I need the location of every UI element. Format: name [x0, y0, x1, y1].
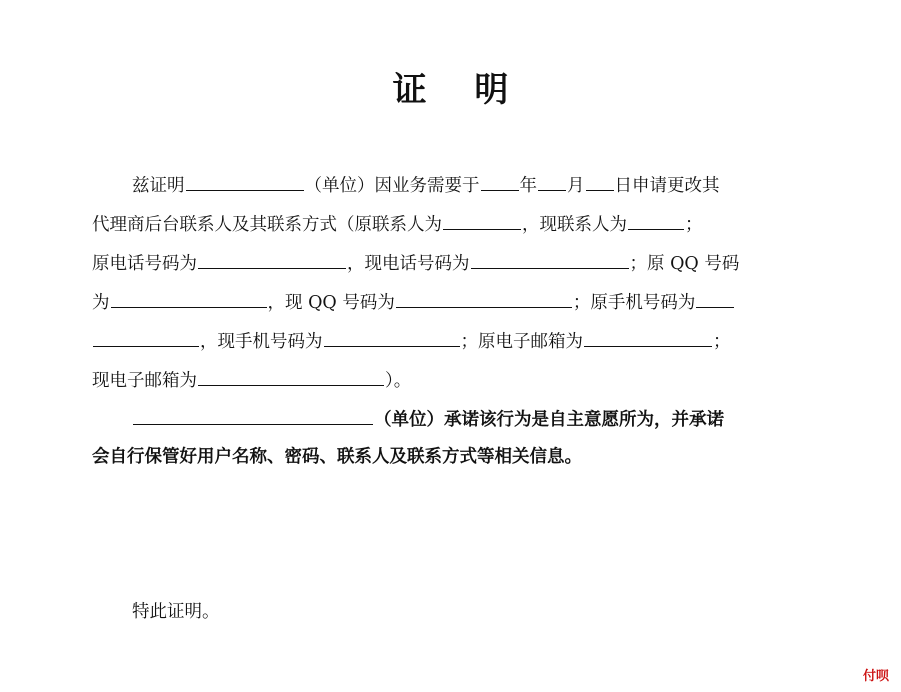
text: 代理商后台联系人及其联系方式（原联系人为 — [92, 215, 442, 235]
para1-line6 — [92, 367, 411, 392]
blank-new-mobile[interactable] — [324, 328, 460, 347]
blank-unit[interactable] — [186, 172, 304, 191]
text: ； — [713, 332, 731, 352]
text: 兹证明 — [132, 176, 185, 196]
text: ）。 — [385, 371, 412, 391]
blank-orig-mobile-a[interactable] — [696, 289, 734, 308]
blank-orig-mobile-b[interactable] — [93, 328, 199, 347]
para1-line1 — [132, 172, 720, 197]
text: 现电子邮箱为 — [92, 371, 197, 391]
para1-line2 — [92, 211, 703, 236]
text: ； — [685, 215, 703, 235]
para1-line3 — [92, 250, 739, 275]
text: 会自行保管好用户名称、密码、联系人及联系方式等相关信息。 — [92, 447, 582, 467]
para1-line5 — [92, 328, 731, 353]
text: ，现 QQ 号码为 — [267, 293, 395, 313]
para2-line1 — [132, 406, 724, 431]
text: ，现联系人为 — [522, 215, 627, 235]
text: 月 — [567, 176, 585, 196]
corner-logo-text: 付呗 — [862, 669, 889, 684]
blank-orig-phone[interactable] — [198, 250, 346, 269]
blank-new-qq[interactable] — [396, 289, 572, 308]
blank-month[interactable] — [538, 172, 566, 191]
text: 年 — [519, 176, 537, 196]
text: 为 — [92, 293, 110, 313]
closing-text: 特此证明。 — [132, 602, 220, 622]
text: ；原 QQ 号码 — [629, 254, 740, 274]
blank-orig-email[interactable] — [584, 328, 712, 347]
text: ，现手机号码为 — [200, 332, 323, 352]
blank-year[interactable] — [481, 172, 519, 191]
text: ；原手机号码为 — [572, 293, 696, 313]
blank-unit-commit[interactable] — [133, 406, 373, 425]
text: ，现电话号码为 — [347, 254, 470, 274]
blank-new-phone[interactable] — [471, 250, 629, 269]
document-title: 证 明 — [392, 70, 527, 110]
blank-orig-contact[interactable] — [443, 211, 521, 230]
blank-new-contact[interactable] — [628, 211, 684, 230]
blank-day[interactable] — [586, 172, 614, 191]
text: 原电话号码为 — [92, 254, 197, 274]
text: 日申请更改其 — [614, 176, 720, 196]
para1-line4 — [92, 289, 735, 314]
text: （单位）承诺该行为是自主意愿所为，并承诺 — [374, 410, 724, 430]
para2-line2 — [92, 446, 582, 468]
text: ；原电子邮箱为 — [460, 332, 583, 352]
blank-new-email[interactable] — [198, 367, 384, 386]
text: （单位）因业务需要于 — [304, 176, 480, 196]
blank-orig-qq[interactable] — [111, 289, 267, 308]
